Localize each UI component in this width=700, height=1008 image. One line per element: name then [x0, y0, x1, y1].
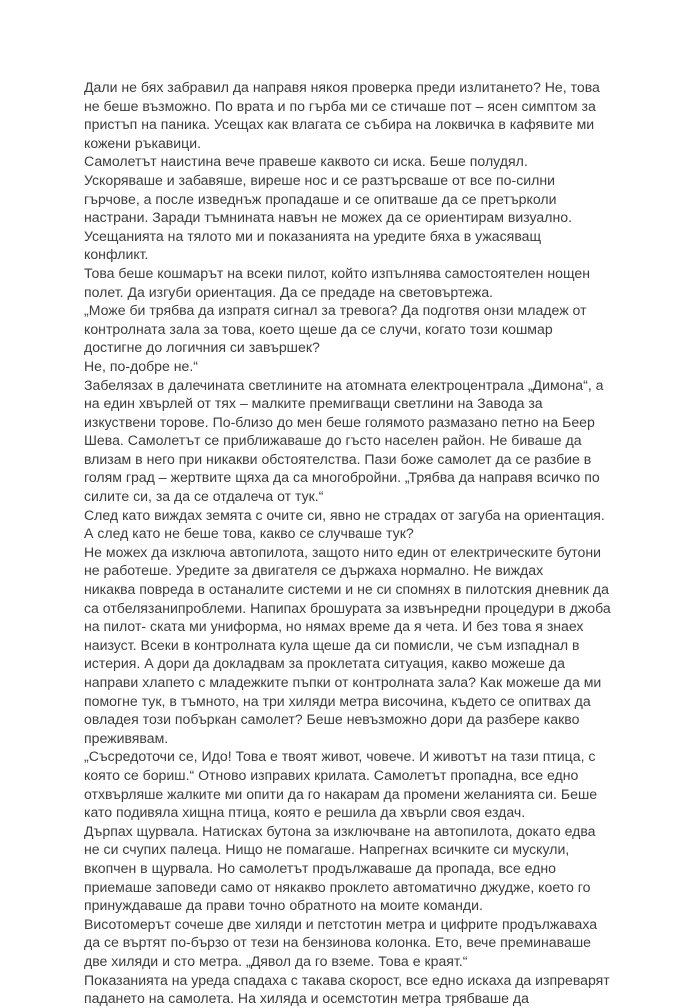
text-line: „Съсредоточи се, Идо! Това е твоят живот, човече. И животът на тази птица, с	[84, 748, 596, 765]
text-line: истерия. А дори да докладвам за проклетата ситуация, какво можеше да	[84, 655, 565, 672]
text-line: пристъп на паника. Усещах как влагата се събира на локвичка в кафявите ми	[84, 116, 595, 133]
text-line: която се бориш.“ Отново изправих крилата. Самолетът пропадна, все едно	[84, 766, 579, 783]
text-line: контролната зала за това, което щеше да се случи, когато този кошмар	[84, 320, 553, 337]
text-line: полет. Да изгуби ориентация. Да се предаде на световъртежа.	[84, 283, 494, 300]
text-line: Забелязах в далечината светлините на атомната електроцентрала „Димона“, а	[84, 376, 604, 393]
text-line: да се въртят по-бързо от тези на бензинова колонка. Ето, вече преминаваше	[84, 934, 591, 951]
text-line: отхвърляше жалките ми опити да го накарам да промени желанията си. Беше	[84, 785, 598, 802]
text-line: на един хвърлей от тях – малките премигващи светлини на Завода за	[84, 395, 543, 412]
text-line: А след като не беше това, какво се случваше тук?	[84, 525, 414, 542]
text-line: настрани. Заради тъмнината навън не можех да се ориентирам визуално.	[84, 209, 572, 226]
text-line: направи хлапето с младежките пъпки от контролната зала? Как можеше да ми	[84, 674, 602, 690]
text-line: гърчове, а после изведнъж пропадаше и се опитваше да се претърколи	[84, 190, 557, 207]
text-line: принуждаваше да прави точно обратното на моите команди.	[84, 897, 483, 914]
text-line: „Може би трябва да изпратя сигнал за тревога? Да подготвя онзи младеж от	[84, 302, 587, 319]
text-line: Не, по-добре не.“	[84, 357, 198, 374]
text-line: наизуст. Всеки в контролната кула щеше да си помисли, че съм изпаднал в	[84, 636, 580, 653]
text-line: голям град – жертвите щяха да са многобройни. „Трябва да направя всичко по	[84, 469, 600, 486]
text-line: конфликт.	[84, 246, 149, 263]
text-line: силите си, за да се отдалеча от тук.“	[84, 488, 324, 505]
text-line: Висотомерът сочеше две хиляди и петстотин метра и цифрите продължаваха	[84, 915, 598, 932]
text-line: падането на самолета. На хиляда и осемстотин метра трябваше да	[84, 990, 529, 1007]
text-line: Самолетът наистина вече правеше каквото си иска. Беше полудял.	[84, 153, 528, 170]
text-line: никаква повреда в останалите системи и не си спомнях в пилотския дневник да	[84, 581, 609, 598]
text-line: Показанията на уреда спадаха с такава скорост, все едно искаха да изпреварят	[84, 971, 610, 988]
text-line: кожени ръкавици.	[84, 134, 202, 151]
text-line: преживявам.	[84, 729, 169, 746]
text-line: Ускоряваше и забавяше, виреше нос и се разтърсваше от все по-силни	[84, 171, 555, 188]
text-line: не работеше. Уредите за двигателя се държаха нормално. Не виждах	[84, 562, 544, 579]
text-line: две хиляди и сто метра. „Дявол да го вземе. Това е краят.“	[84, 952, 468, 969]
text-line: са отбелязанипроблеми. Напипах брошурата за извънредни процедури в джоба	[84, 599, 611, 616]
text-line: като подивяла хищна птица, която е решила да хвърли своя ездач.	[84, 804, 526, 821]
text-line: Дали не бях забравил да направя някоя проверка преди излитането? Не, това	[84, 79, 600, 95]
text-line: не си счупих палеца. Нищо не помагаше. Напрегнах всичките си мускули,	[84, 841, 570, 858]
text-line: влизам в него при никакви обстоятелства. Пази боже самолет да се разбие в	[84, 450, 592, 467]
text-line: на пилот- ската ми униформа, но нямах време да я чета. И без това я знаех	[84, 618, 584, 635]
text-line: приемаше заповеди само от някакво проклето автоматично джудже, което го	[84, 878, 591, 895]
text-line: Дърпах щурвала. Натисках бутона за изключване на автопилота, докато едва	[84, 822, 596, 839]
text-line: не беше възможно. По врата и по гърба ми се стичаше пот – ясен симптом за	[84, 97, 596, 114]
text-line: овладея този побъркан самолет? Беше невъзможно дори да разбере какво	[84, 711, 580, 728]
text-line: Усещанията на тялото ми и показанията на уредите бяха в ужасяващ	[84, 227, 542, 244]
text-line: вкопчен в щурвала. Но самолетът продължаваше да пропада, все едно	[84, 859, 556, 876]
text-line: Това беше кошмарът на всеки пилот, който изпълнява самостоятелен нощен	[84, 264, 591, 281]
text-line: изкуствени торове. По-близо до мен беше голямото размазано петно на Беер	[84, 413, 595, 430]
body-text	[84, 78, 644, 1008]
text-line: След като виждах земята с очите си, явно не страдах от загуба на ориентация.	[84, 506, 605, 523]
text-line: Шева. Самолетът се приближаваше до гъсто населен район. Не биваше да	[84, 432, 582, 449]
text-line: помогне тук, в тъмното, на три хиляди метра височина, където се опитвах да	[84, 692, 591, 709]
text-line: Не можех да изключа автопилота, защото нито един от електрическите бутони	[84, 543, 602, 560]
text-line: достигне до логичния си завършек?	[84, 339, 320, 356]
